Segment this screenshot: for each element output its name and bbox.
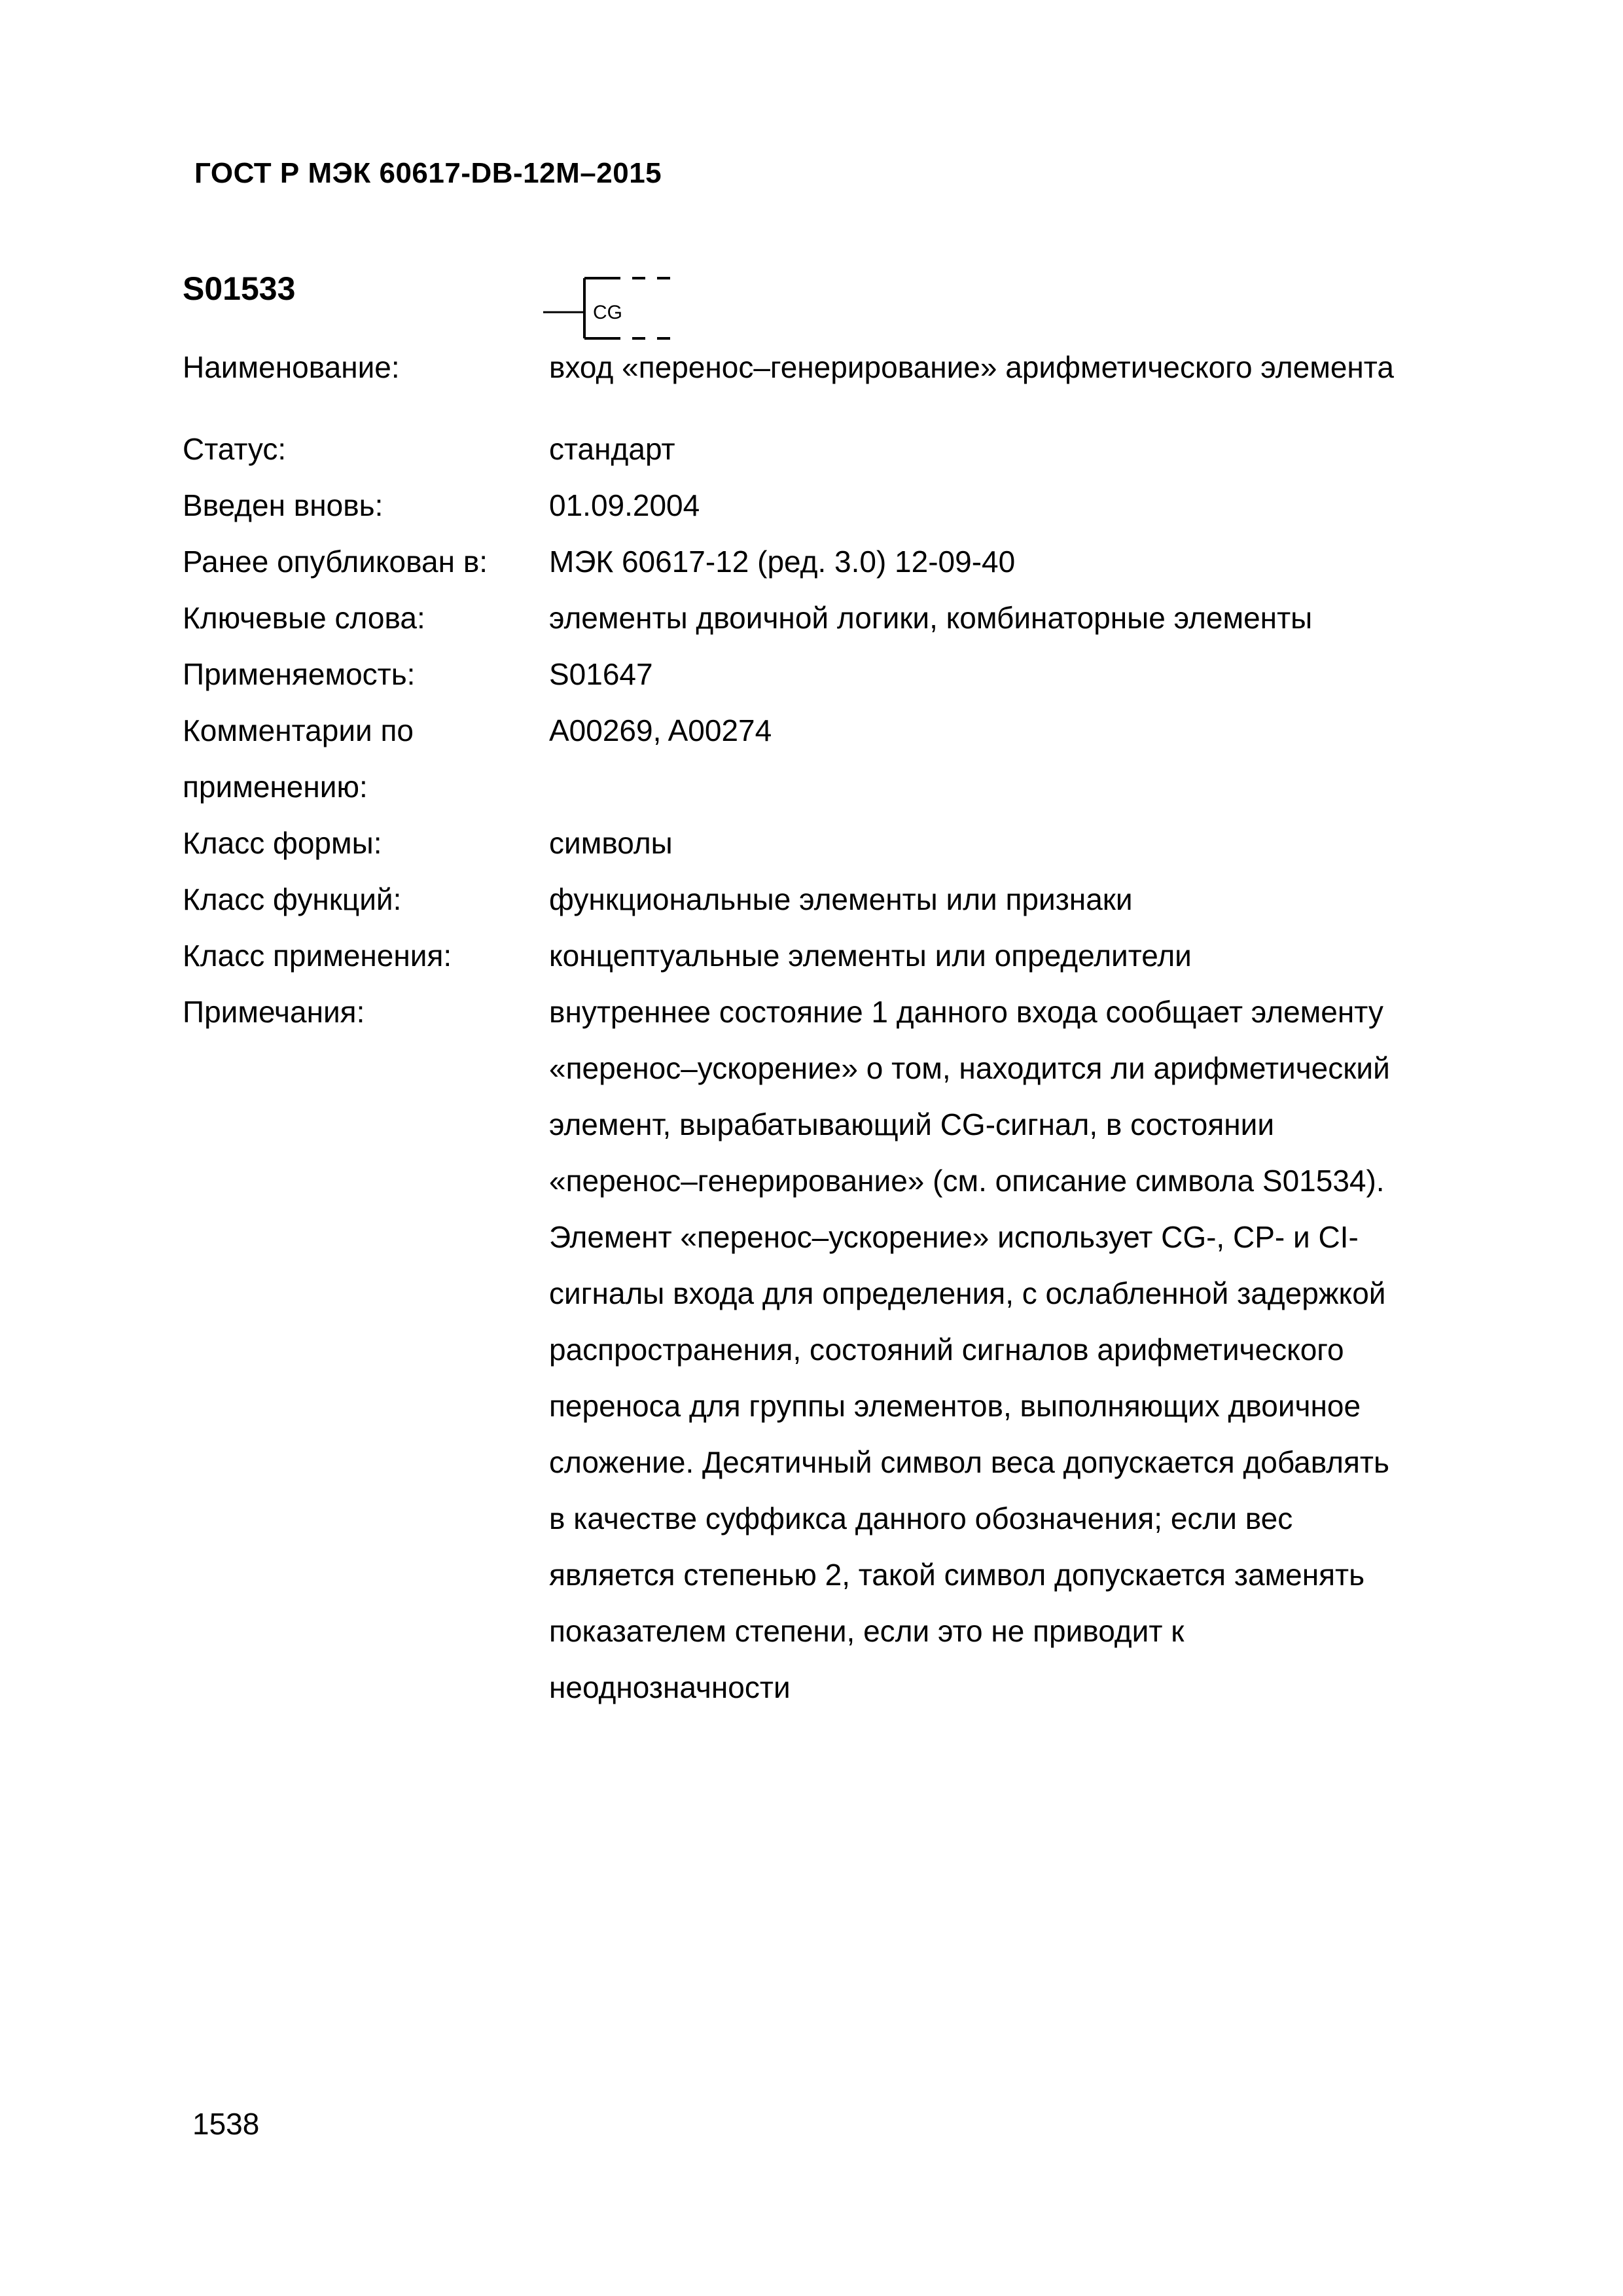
field-status-label: Статус:	[183, 432, 287, 466]
field-status-value: стандарт	[549, 432, 675, 466]
field-function-class-label: Класс функций:	[183, 882, 402, 916]
field-function-class-value: функциональные элементы или признаки	[549, 882, 1133, 916]
field-published-label: Ранее опубликован в:	[183, 545, 488, 579]
symbol-graphic-label: CG	[593, 302, 622, 323]
field-name-value: вход «перенос–генерирование» арифметического элемента	[549, 350, 1394, 384]
page-number: 1538	[192, 2107, 260, 2141]
field-notes-label: Примечания:	[183, 995, 365, 1029]
field-applicability-label: Применяемость:	[183, 657, 416, 691]
field-application-class-value: концептуальные элементы или определители	[549, 939, 1192, 973]
input-carry-generate-symbol-icon	[542, 272, 686, 344]
field-name-label: Наименование:	[183, 350, 400, 384]
field-application-class-label: Класс применения:	[183, 939, 452, 973]
field-comments-label: Комментарии по применению:	[183, 713, 414, 804]
field-form-class-label: Класс формы:	[183, 826, 382, 860]
field-keywords-value: элементы двоичной логики, комбинаторные элементы	[549, 601, 1313, 635]
field-form-class-value: символы	[549, 826, 673, 860]
document-header-title: ГОСТ Р МЭК 60617-DB-12М–2015	[194, 157, 662, 189]
field-applicability-value: S01647	[549, 657, 653, 691]
field-introduced-label: Введен вновь:	[183, 488, 383, 522]
field-notes-value: внутреннее состояние 1 данного входа сообщает элементу «перенос–ускорение» о том, находится ли арифметический элемент, вырабатывающий CG-сигнал, в состоянии «перенос–генерирование» (см. описание символа S01534). Элемент «перенос–ускорение» использует CG-, CP- и CI- сигналы входа для определения, с ослабленной задержкой распространения, состояний сигналов арифметического переноса для группы элементов, выполняющих двоичное сложение. Десятичный символ веса допускается добавлять в качестве суффикса данного обозначения; если вес является степенью 2, такой символ допускается заменять показателем степени, если это не приводит к неоднозначности	[549, 995, 1390, 1704]
field-published-value: МЭК 60617-12 (ред. 3.0) 12-09-40	[549, 545, 1016, 579]
field-comments-value: A00269, A00274	[549, 713, 772, 747]
field-keywords-label: Ключевые слова:	[183, 601, 425, 635]
field-introduced-value: 01.09.2004	[549, 488, 700, 522]
symbol-code: S01533	[183, 270, 296, 307]
